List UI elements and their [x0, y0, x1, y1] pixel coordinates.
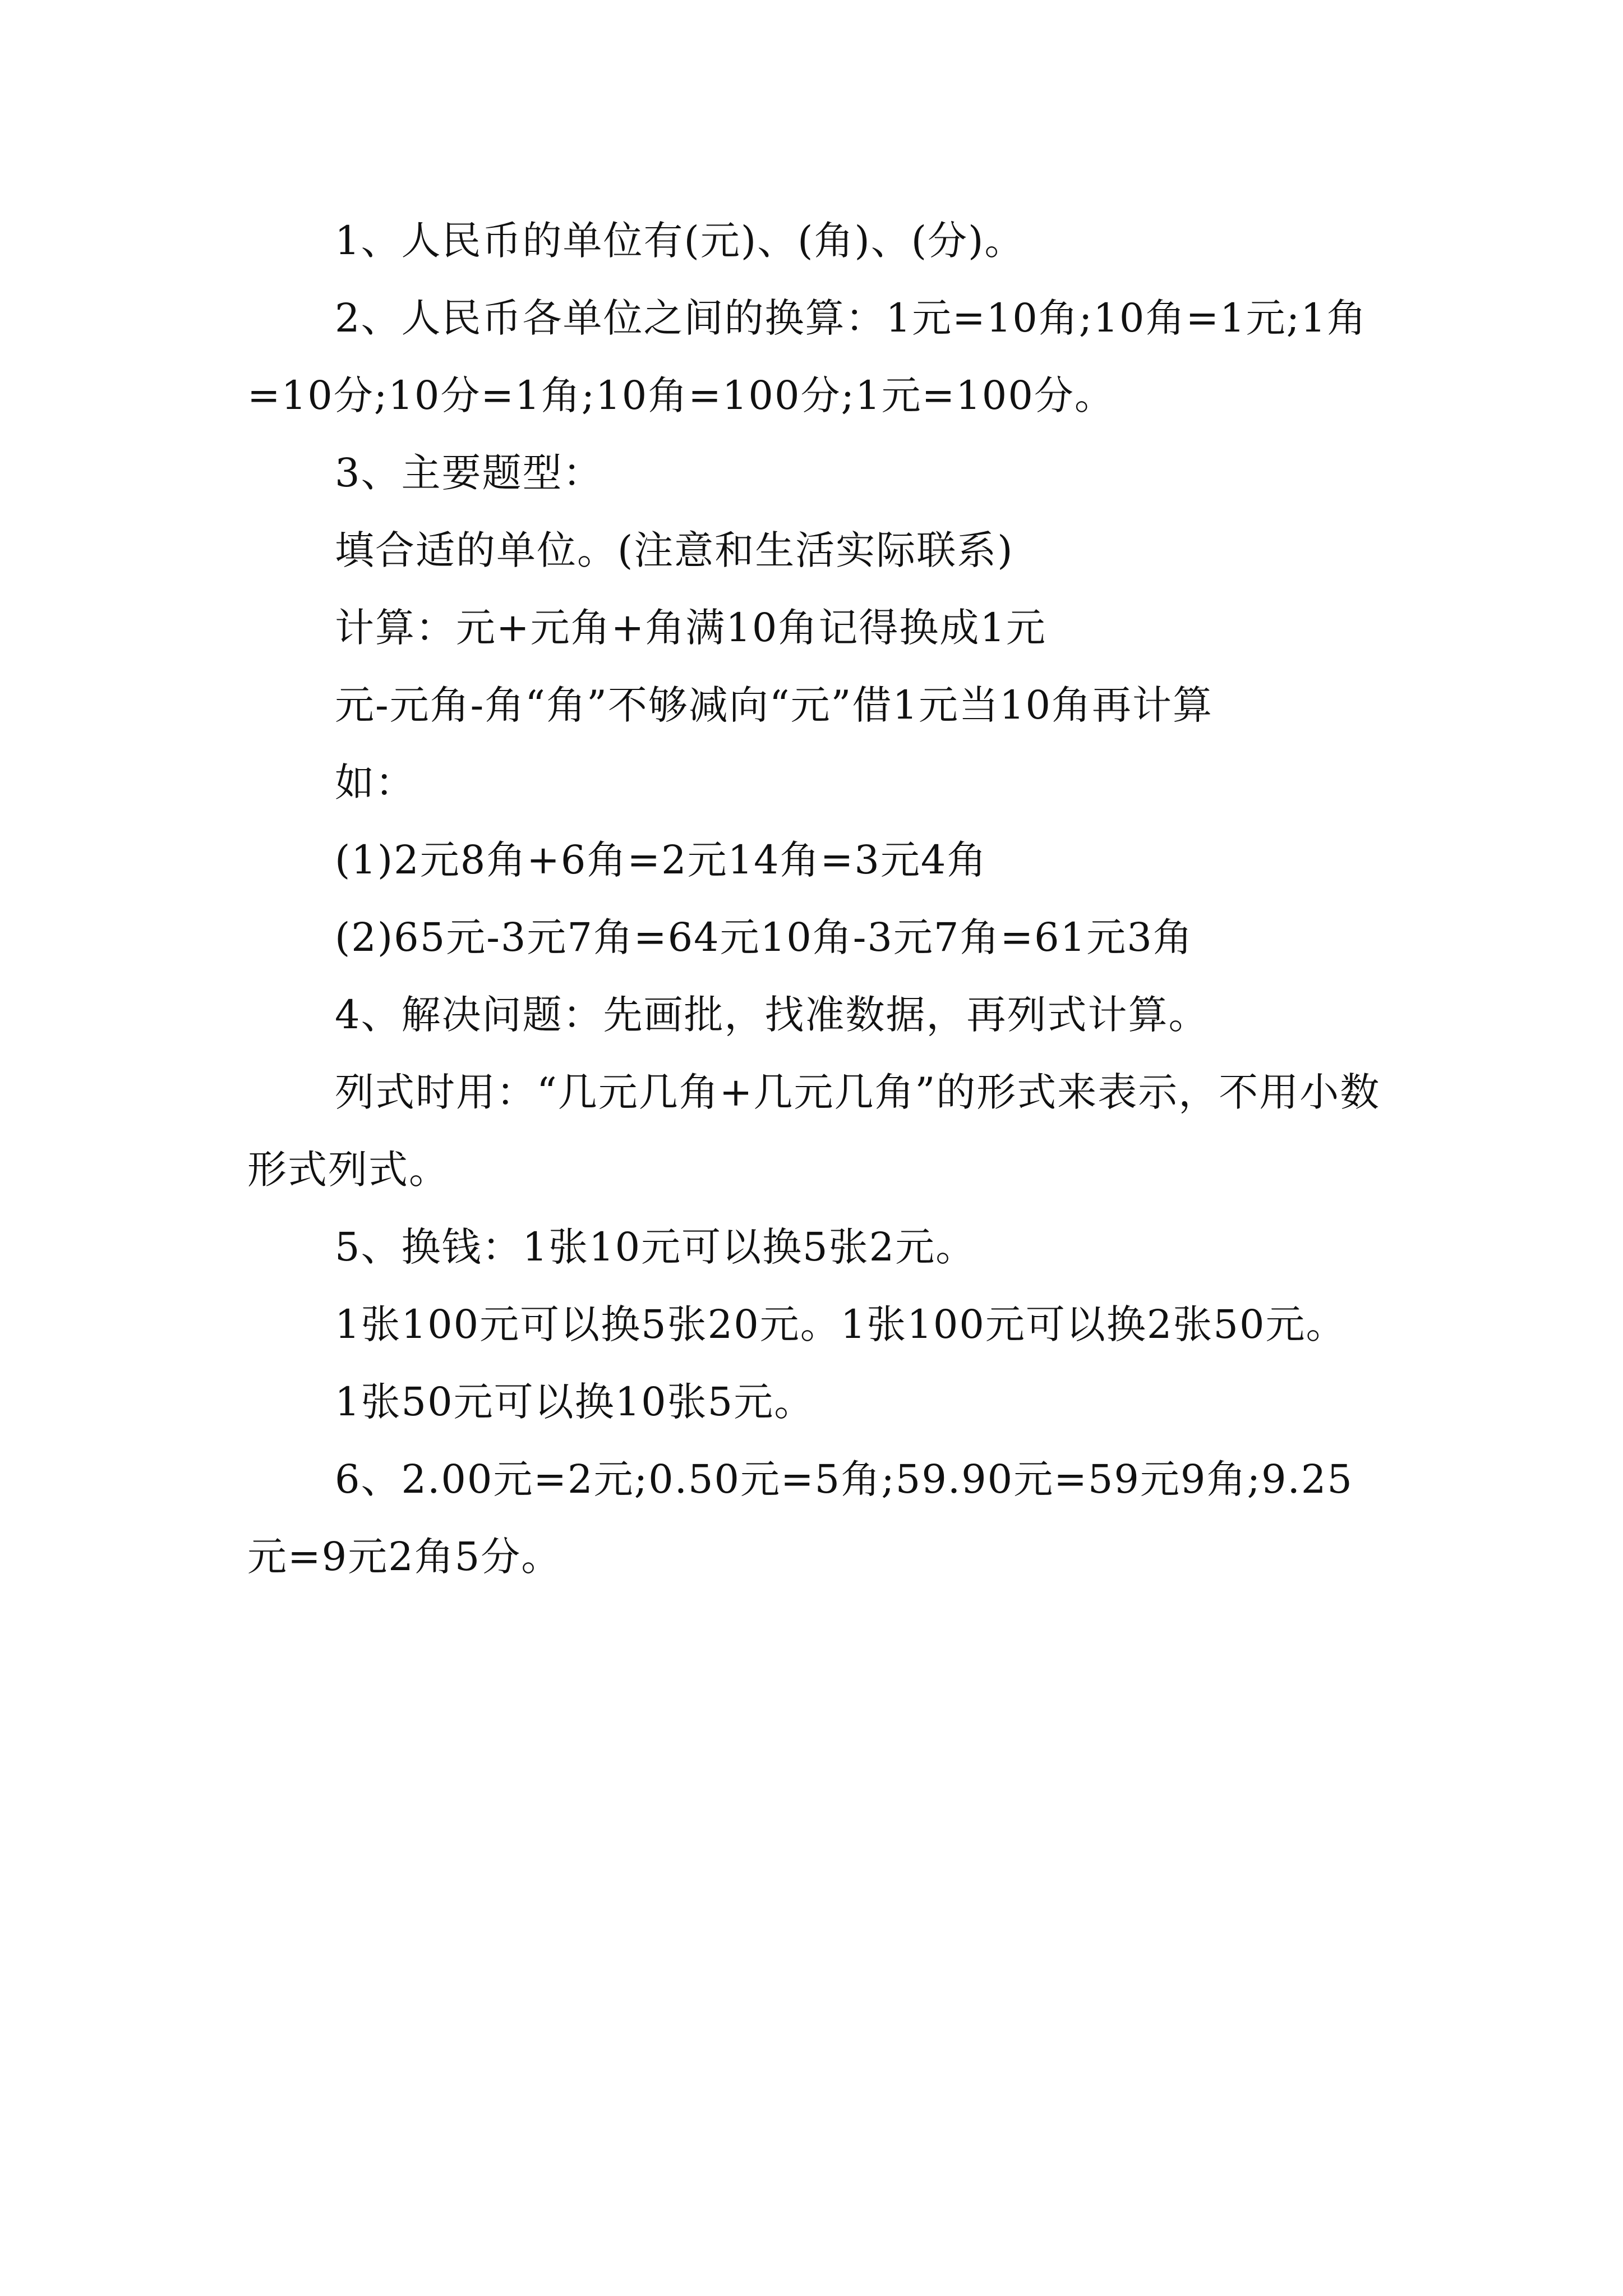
- paragraph-main-question-types: 3、主要题型：: [335, 450, 603, 496]
- paragraph-example-2: (2)65元-3元7角=64元10角-3元7角=61元3角: [335, 914, 1193, 960]
- document-body: [247, 202, 1391, 1595]
- paragraph-problem-solving: 4、解决问题：先画批，找准数据，再列式计算。: [335, 992, 1209, 1038]
- paragraph-exchange-50: 1张50元可以换10张5元。: [335, 1379, 815, 1425]
- paragraph-unit-conversion: 2、人民币各单位之间的换算：1元=10角;10角=1元;1角=10分;10分=1角;10角=100分;1元=100分。: [247, 295, 1367, 418]
- paragraph-decimal-conversion: 6、2.00元=2元;0.50元=5角;59.90元=59元9角;9.25元=9元2角5分。: [247, 1456, 1353, 1580]
- paragraph-currency-units: 1、人民币的单位有(元)、(角)、(分)。: [335, 218, 1025, 264]
- paragraph-fill-units: 填合适的单位。(注意和生活实际联系): [335, 527, 1014, 573]
- paragraph-exchange-money: 5、换钱：1张10元可以换5张2元。: [335, 1224, 976, 1270]
- paragraph-calculation-addition: 计算：元+元角+角满10角记得换成1元: [335, 605, 1046, 651]
- paragraph-example-1: (1)2元8角+6角=2元14角=3元4角: [335, 837, 988, 883]
- paragraph-example-intro: 如：: [335, 760, 416, 806]
- paragraph-exchange-100: 1张100元可以换5张20元。1张100元可以换2张50元。: [335, 1301, 1347, 1347]
- paragraph-expression-format: 列式时用：“几元几角+几元几角”的形式来表示，不用小数形式列式。: [247, 1069, 1381, 1193]
- paragraph-calculation-subtraction: 元-元角-角“角”不够减向“元”借1元当10角再计算: [335, 682, 1214, 728]
